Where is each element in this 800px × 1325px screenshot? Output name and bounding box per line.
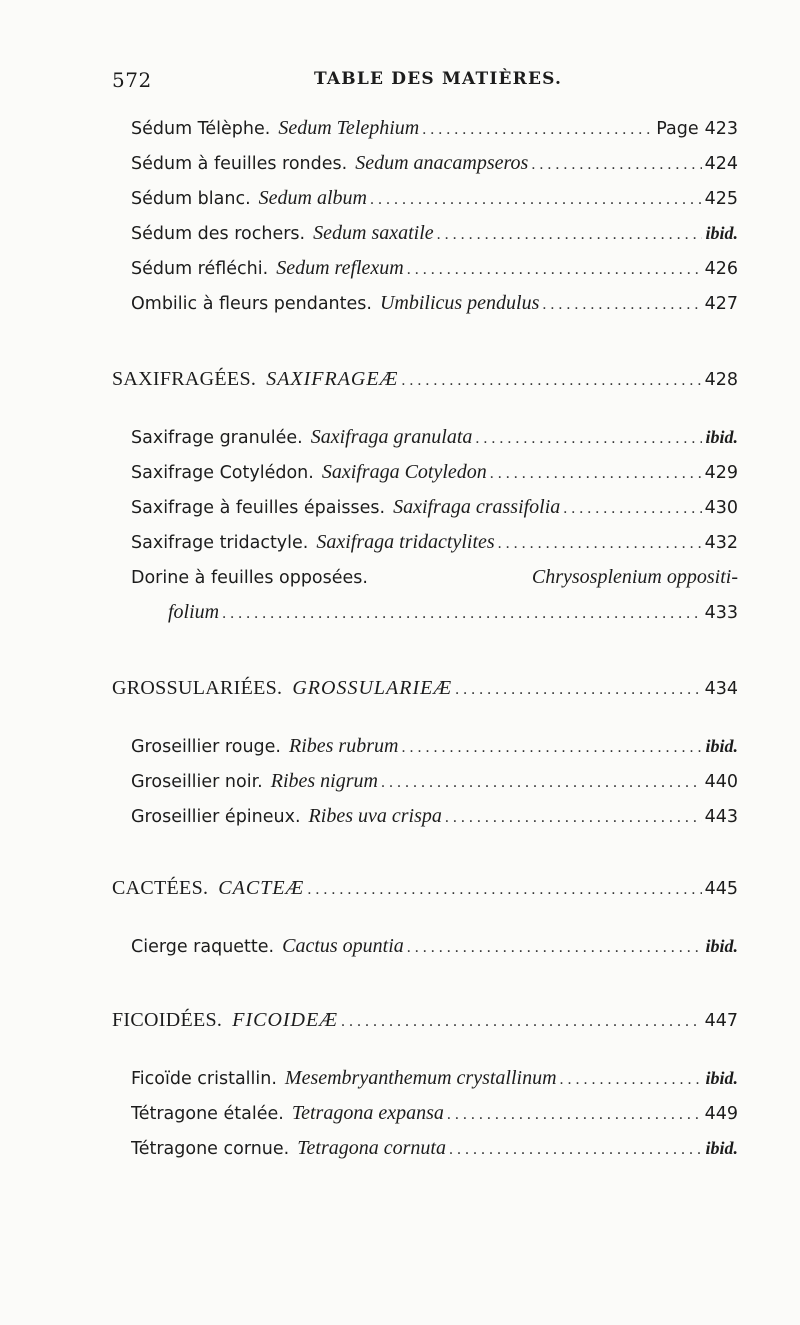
index-entry (131, 185, 738, 213)
entry-page: 445 (704, 879, 738, 899)
entry-page: 443 (704, 807, 738, 827)
running-head (112, 68, 738, 96)
index-entry (131, 494, 738, 522)
entry-french-name: Tétragone étalée. (131, 1104, 284, 1124)
entry-french-name: Groseillier noir. (131, 772, 263, 792)
entry-latin-name: Saxifraga Cotyledon (321, 461, 487, 483)
entry-french-name: Ombilic à fleurs pendantes. (131, 294, 372, 314)
index-entry (131, 220, 738, 248)
dot-leader (407, 935, 703, 961)
index-entry (131, 459, 738, 487)
dot-leader (381, 770, 702, 796)
family-french-name: GROSSULARIÉES. (112, 677, 283, 699)
entry-french-name: Tétragone cornue. (131, 1139, 290, 1159)
index-entry (131, 803, 738, 831)
index-entry (131, 255, 738, 283)
dot-leader (407, 257, 702, 283)
entry-french-name: Saxifrage Cotylédon. (131, 463, 314, 483)
entry-page: 433 (704, 603, 738, 623)
entry-page: 427 (704, 294, 738, 314)
family-latin-name: FICOIDEÆ (232, 1009, 338, 1031)
entry-latin-name: Ribes nigrum (270, 770, 378, 792)
entry-page: ibid. (705, 223, 738, 243)
entry-latin-name: Sedum Telephium (278, 117, 420, 139)
entry-french-name: Groseillier rouge. (131, 737, 281, 757)
entry-latin-name: Tetragona expansa (291, 1102, 444, 1124)
index-entry (131, 1065, 738, 1093)
family-latin-name: SAXIFRAGEÆ (266, 368, 399, 390)
entry-french-name: Sédum des rochers. (131, 224, 306, 244)
entry-french-name: Sédum blanc. (131, 189, 251, 209)
dot-leader (560, 1067, 703, 1093)
entry-page: 434 (704, 679, 738, 699)
entry-page: 432 (704, 533, 738, 553)
index-entry (131, 290, 738, 318)
entry-french-name: Saxifrage à feuilles épaisses. (131, 498, 386, 518)
index-entry (131, 564, 738, 592)
entry-latin-name: Cactus opuntia (282, 935, 404, 957)
entry-page-label: Page (656, 119, 699, 139)
dot-leader (455, 677, 701, 703)
dot-leader (401, 735, 702, 761)
entry-page: ibid. (705, 1138, 738, 1158)
entry-page: 428 (704, 370, 738, 390)
entry-latin-name: Sedum album (258, 187, 367, 209)
entry-french-name: Sédum Télèphe. (131, 119, 271, 139)
entry-page: ibid. (705, 1068, 738, 1088)
entry-french-name: Saxifrage granulée. (131, 428, 303, 448)
entry-latin-name: Saxifraga granulata (310, 426, 473, 448)
index-entry (131, 115, 738, 143)
page-title: TABLE DES MATIÈRES. (314, 69, 563, 89)
dot-leader (370, 187, 702, 213)
dot-leader (498, 531, 702, 557)
entry-latin-name: Umbilicus pendulus (379, 292, 540, 314)
dot-leader (341, 1009, 702, 1035)
index-entry (131, 1135, 738, 1163)
family-heading (112, 366, 738, 394)
dot-leader (422, 117, 653, 143)
entry-page: 429 (704, 463, 738, 483)
family-french-name: SAXIFRAGÉES. (112, 368, 257, 390)
entry-french-name: Cierge raquette. (131, 937, 275, 957)
dot-leader (542, 292, 701, 318)
entry-page: 447 (704, 1011, 738, 1031)
dot-leader (222, 601, 701, 627)
index-entry (131, 424, 738, 452)
index-entry (131, 529, 738, 557)
entry-latin-name: Ribes rubrum (288, 735, 399, 757)
index-entry (131, 933, 738, 961)
index-entry (131, 150, 738, 178)
entry-latin-name: Chrysosplenium oppositi- (531, 566, 738, 588)
dot-leader (563, 496, 701, 522)
entry-latin-name: folium (168, 601, 220, 623)
entry-french-name: Ficoïde cristallin. (131, 1069, 277, 1089)
index-entry (131, 768, 738, 796)
dot-leader (437, 222, 703, 248)
family-latin-name: GROSSULARIEÆ (292, 677, 453, 699)
entry-page: ibid. (705, 427, 738, 447)
entry-page: 424 (704, 154, 738, 174)
entry-french-name: Sédum réfléchi. (131, 259, 269, 279)
entry-french-name: Groseillier épineux. (131, 807, 301, 827)
entry-page: 449 (704, 1104, 738, 1124)
entry-latin-name: Sedum anacampseros (355, 152, 529, 174)
entry-latin-name: Tetragona cornuta (297, 1137, 446, 1159)
entry-latin-name: Ribes uva crispa (308, 805, 442, 827)
family-french-name: FICOIDÉES. (112, 1009, 223, 1031)
dot-leader (445, 805, 702, 831)
entry-french-name: Saxifrage tridactyle. (131, 533, 309, 553)
entry-page: ibid. (705, 736, 738, 756)
entry-page: 426 (704, 259, 738, 279)
dot-leader (449, 1137, 703, 1163)
dot-leader (307, 877, 701, 903)
dot-leader (490, 461, 702, 487)
entry-page: 423 (704, 119, 738, 139)
dot-leader (401, 368, 701, 394)
entry-page: 430 (704, 498, 738, 518)
page-number: 572 (112, 68, 152, 92)
entry-page: ibid. (705, 936, 738, 956)
dot-leader (447, 1102, 702, 1128)
entry-french-name: Sédum à feuilles rondes. (131, 154, 348, 174)
index-entry-continuation (168, 599, 738, 627)
index-entry (131, 733, 738, 761)
index-entry (131, 1100, 738, 1128)
entry-french-name: Dorine à feuilles opposées. (131, 568, 368, 588)
family-heading (112, 675, 738, 703)
entry-latin-name: Saxifraga tridactylites (316, 531, 495, 553)
entry-latin-name: Mesembryanthemum crystallinum (284, 1067, 557, 1089)
entry-page: 425 (704, 189, 738, 209)
entry-latin-name: Saxifraga crassifolia (393, 496, 561, 518)
family-heading (112, 875, 738, 903)
family-french-name: CACTÉES. (112, 877, 209, 899)
entry-latin-name: Sedum saxatile (313, 222, 434, 244)
dot-leader (531, 152, 701, 178)
family-heading (112, 1007, 738, 1035)
dot-leader (475, 426, 702, 452)
entry-latin-name: Sedum reflexum (276, 257, 404, 279)
entry-page: 440 (704, 772, 738, 792)
family-latin-name: CACTEÆ (218, 877, 305, 899)
